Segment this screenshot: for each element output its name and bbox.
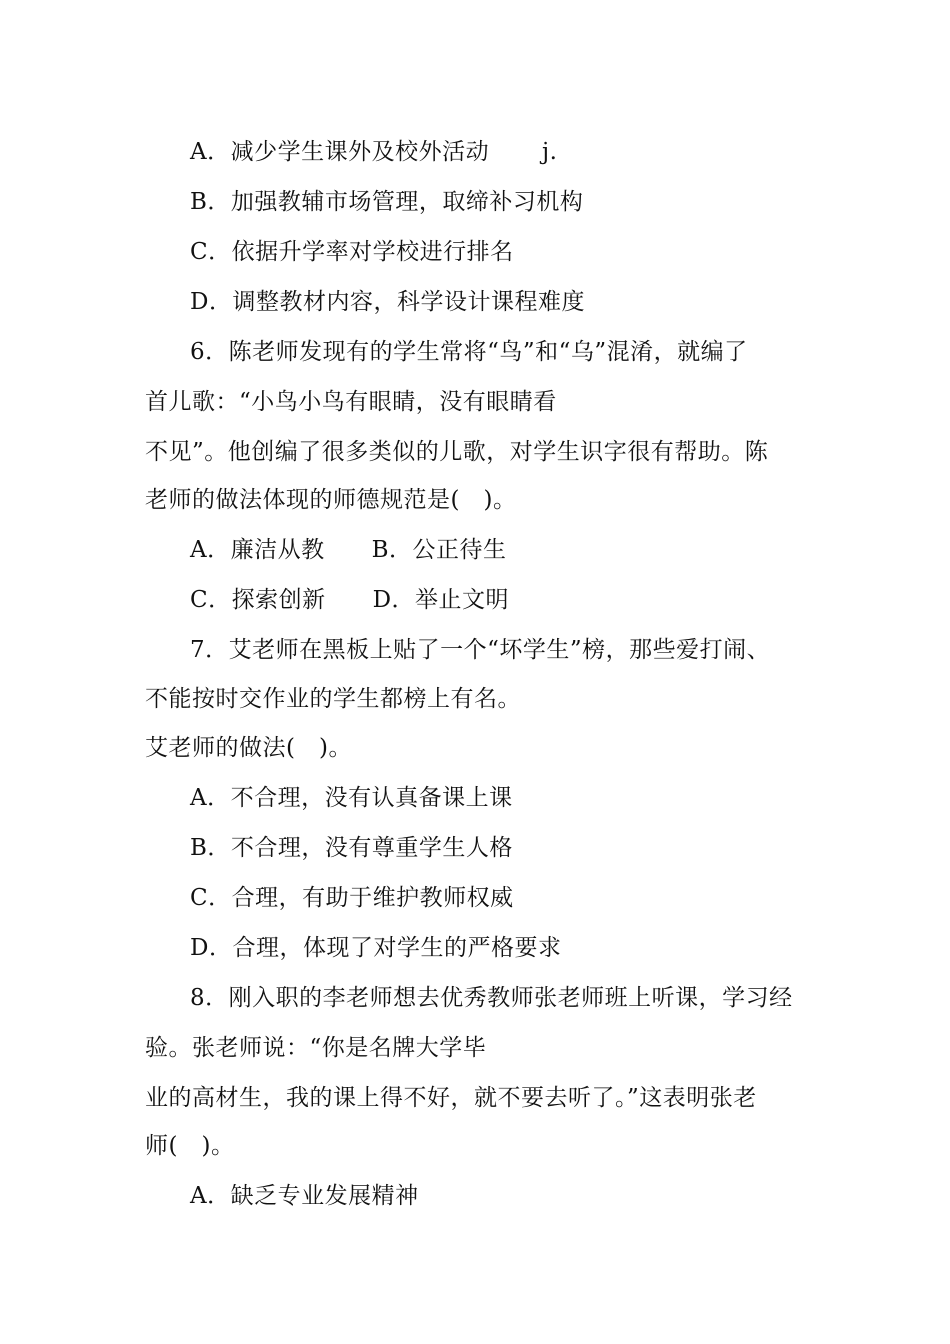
q7-option-a: A．不合理，没有认真备课上课: [190, 785, 513, 811]
q6-stem-line-3: 不见”。他创编了很多类似的儿歌，对学生识字很有帮助。陈: [145, 439, 769, 465]
q7-stem-line-1: 7．艾老师在黑板上贴了一个“坏学生”榜，那些爱打闹、: [190, 637, 771, 663]
q6-options-row-2: C．探索创新 D．举止文明: [190, 587, 510, 613]
q7-option-d: D．合理，体现了对学生的严格要求: [190, 935, 562, 961]
q7-option-b: B．不合理，没有尊重学生人格: [190, 835, 513, 861]
q5-option-a: A．减少学生课外及校外活动: [190, 139, 490, 165]
q6-stem-line-4: 老师的做法体现的师德规范是( )。: [145, 487, 517, 513]
q8-stem-line-2: 验。张老师说：“你是名牌大学毕: [145, 1035, 487, 1061]
q6-stem-line-1: 6．陈老师发现有的学生常将“鸟”和“乌”混淆，就编了: [190, 339, 748, 365]
q5-option-c: C．依据升学率对学校进行排名: [190, 239, 514, 265]
q8-stem-line-3: 业的高材生，我的课上得不好，就不要去听了。”这表明张老: [145, 1085, 757, 1111]
q5-stray-mark: j.: [542, 139, 558, 165]
q8-stem-line-4: 师( )。: [145, 1133, 235, 1159]
q8-option-a: A．缺乏专业发展精神: [190, 1183, 419, 1209]
q7-option-c: C．合理，有助于维护教师权威: [190, 885, 514, 911]
q7-stem-line-3: 艾老师的做法( )。: [145, 735, 352, 761]
q6-stem-line-2: 首儿歌：“小鸟小鸟有眼睛，没有眼睛看: [145, 389, 557, 415]
q5-option-b: B．加强教辅市场管理，取缔补习机构: [190, 189, 584, 215]
q7-stem-line-2: 不能按时交作业的学生都榜上有名。: [145, 686, 521, 712]
q6-options-row-1: A．廉洁从教 B．公正待生: [190, 537, 507, 563]
q5-option-d: D．调整教材内容，科学设计课程难度: [190, 289, 585, 315]
q8-stem-line-1: 8．刚入职的李老师想去优秀教师张老师班上听课，学习经: [190, 985, 793, 1011]
